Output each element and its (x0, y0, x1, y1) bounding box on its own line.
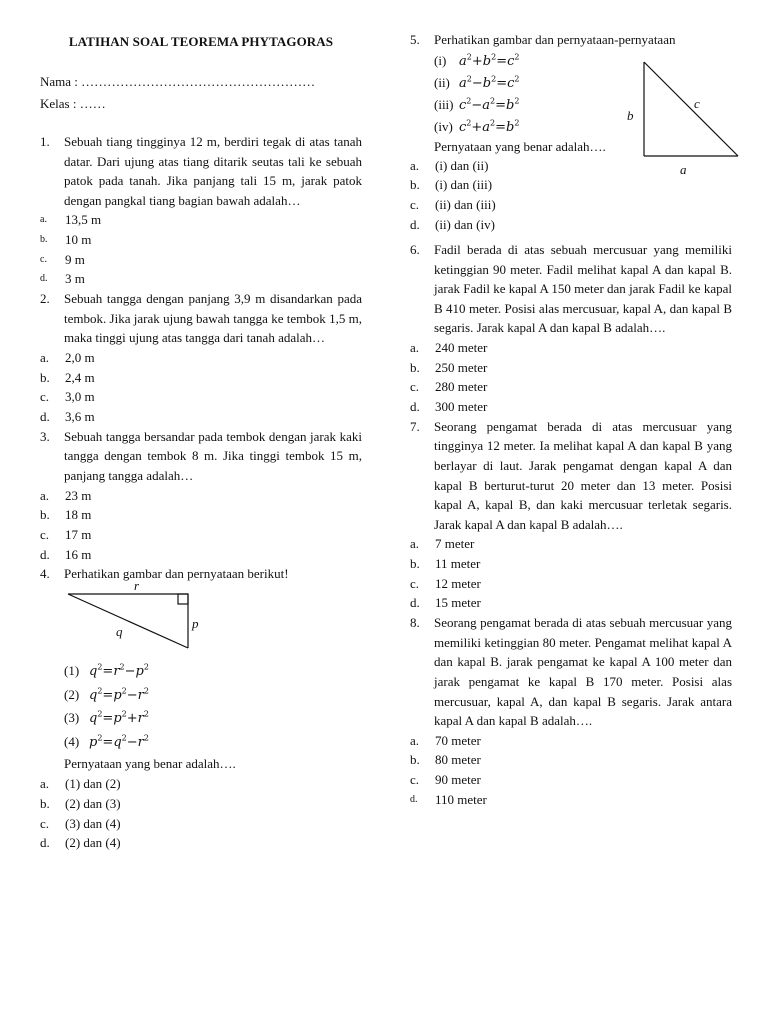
option-d: d. 15 meter (410, 595, 481, 611)
option-a: a. 70 meter (410, 732, 481, 748)
statement-iv: (iv) $c^2+a^2=b^2$ (434, 118, 520, 135)
question-number: 4. (40, 566, 50, 582)
question-3 (40, 427, 362, 486)
option-c: c. 280 meter (410, 379, 488, 395)
option-a: a. 7 meter (410, 536, 475, 552)
option-c: c. 9 m (40, 251, 85, 267)
option-a: a. 13,5 m (40, 212, 102, 228)
option-d: d. 110 meter (410, 791, 487, 807)
option-c: c. 12 meter (410, 575, 481, 591)
question-number: 7. (410, 418, 420, 434)
statement-ii: (ii) $a^2-b^2=c^2$ (434, 74, 520, 91)
option-d: d. (2) dan (4) (40, 835, 121, 851)
statement-i: (i) $a^2+b^2=c^2$ (434, 52, 520, 69)
statement-2: (2) $q^2=p^2-r^2$ (64, 686, 149, 703)
option-d: d. (ii) dan (iv) (410, 216, 495, 232)
label-p: p (192, 615, 199, 631)
option-a: a. (i) dan (ii) (410, 157, 489, 173)
question-number: 5. (410, 32, 420, 47)
question-number: 8. (410, 615, 420, 631)
statement-4: (4) $p^2=q^2-r^2$ (64, 733, 149, 750)
right-angle-mark (178, 594, 188, 604)
option-d: d. 16 m (40, 546, 92, 562)
option-b: b. 11 meter (410, 556, 481, 572)
question-text: Sebuah tiang tingginya 12 m, berdiri tegak di atas tanah datar. Dari ujung atas tiang ditarik seutas tali ke sebuah patok pada tanah. Jika panjang tali 15 m, jarak patok dengan pangkal tiang bagian bawah adalah… (64, 134, 362, 208)
question-7 (410, 417, 732, 535)
question-4 (40, 564, 362, 584)
question-number: 6. (410, 242, 420, 257)
statement-prompt: Pernyataan yang benar adalah…. (64, 756, 236, 772)
option-d: d. 300 meter (410, 399, 488, 415)
option-a: a. 23 m (40, 487, 92, 503)
statement-3: (3) $q^2=p^2+r^2$ (64, 709, 149, 727)
label-c: c (694, 96, 700, 111)
question-1 (40, 132, 362, 210)
option-b: b. 80 meter (410, 752, 481, 768)
question-text: Perhatikan gambar dan pernyataan-pernyataan (434, 32, 676, 47)
option-c: c. (ii) dan (iii) (410, 197, 496, 212)
question-2 (40, 289, 362, 348)
option-b: b. (i) dan (iii) (410, 177, 493, 193)
statement-list-q4 (40, 660, 362, 774)
option-b: b. 2,4 m (40, 369, 95, 385)
option-a: a. 2,0 m (40, 349, 95, 365)
question-text: Seorang pengamat berada di atas sebuah mercusuar yang memiliki ketinggian 80 meter. Pengamat melihat kapal A dan kapal B. jarak pengamat ke kapal A 100 meter dan jarak pengamat ke kapal B 170 meter. Posisi alas mercusuar, kapal A, dan kapal B segaris. Jarak antara kapal A dan kapal B adalah…. (434, 615, 732, 729)
option-b: b. 10 m (40, 232, 92, 248)
statement-prompt: Pernyataan yang benar adalah…. (434, 138, 606, 154)
right-column (410, 30, 732, 810)
question-text: Perhatikan gambar dan pernyataan berikut! (64, 566, 289, 582)
option-b: b. 18 m (40, 507, 92, 523)
question-number: 2. (40, 291, 50, 307)
option-b: b. 250 meter (410, 359, 488, 375)
triangle-figure-q4 (40, 577, 362, 658)
triangle-hypotenuse (68, 594, 188, 648)
statement-1: (1) $q^2=r^2-p^2$ (64, 662, 149, 679)
option-a: a. (1) dan (2) (40, 776, 121, 792)
question-text: Seorang pengamat berada di atas mercusuar yang tingginya 12 meter. Ia melihat kapal A dan kapal B yang berlayar di laut. Jarak pengamat dengan kapal A dan kapal B berturut-turut 20 meter dan 13 meter. Posisi kapal A, kapal B, dan kaki mercusuar terletak segaris. Jarak kapal A dan kapal B adalah…. (434, 418, 732, 532)
option-c: c. 17 m (40, 526, 92, 542)
question-8 (410, 613, 732, 731)
option-c: c. (3) dan (4) (40, 815, 121, 831)
name-field: Nama : ……………………………………………… (40, 74, 316, 89)
label-b: b (627, 108, 634, 123)
option-a: a. 240 meter (410, 339, 488, 355)
triangle-figure-q5 (620, 54, 730, 179)
question-text: Fadil berada di atas sebuah mercusuar yang memiliki ketinggian 90 meter. Fadil melihat kapal A dan kapal B. jarak Fadil ke kapal A 150 meter dan jarak Fadil ke kapal B 410 meter. Posisi alas mercusuar, kapal A, dan kapal B segaris. Jarak kapal A dan kapal B adalah…. (434, 242, 732, 336)
question-6 (410, 240, 732, 338)
option-c: c. 3,0 m (40, 389, 95, 405)
left-column (40, 30, 362, 853)
question-text: Sebuah tangga dengan panjang 3,9 m disandarkan pada tembok. Jika jarak ujung bawah tangga ke tembok 1,5 m, maka tinggi ujung atas tangga dari tanah adalah… (64, 291, 362, 346)
question-number: 3. (40, 428, 50, 444)
option-c: c. 90 meter (410, 772, 481, 788)
option-d: d. 3 m (40, 271, 85, 287)
question-number: 1. (40, 134, 50, 149)
statement-iii: (iii) $c^2-a^2=b^2$ (434, 96, 520, 113)
option-d: d. 3,6 m (40, 409, 95, 425)
option-b: b. (2) dan (3) (40, 796, 121, 812)
question-5 (410, 30, 732, 240)
page-title: LATIHAN SOAL TEOREMA PHYTAGORAS (68, 34, 334, 49)
label-r: r (134, 577, 140, 593)
label-q: q (116, 623, 123, 639)
class-field: Kelas : …… (40, 96, 106, 111)
question-text: Sebuah tangga bersandar pada tembok dengan jarak kaki tangga dengan tembok 8 m. Jika tinggi tembok 15 m, panjang tangga adalah… (64, 428, 362, 483)
label-a: a (680, 162, 687, 177)
triangle-hypotenuse (644, 62, 738, 156)
